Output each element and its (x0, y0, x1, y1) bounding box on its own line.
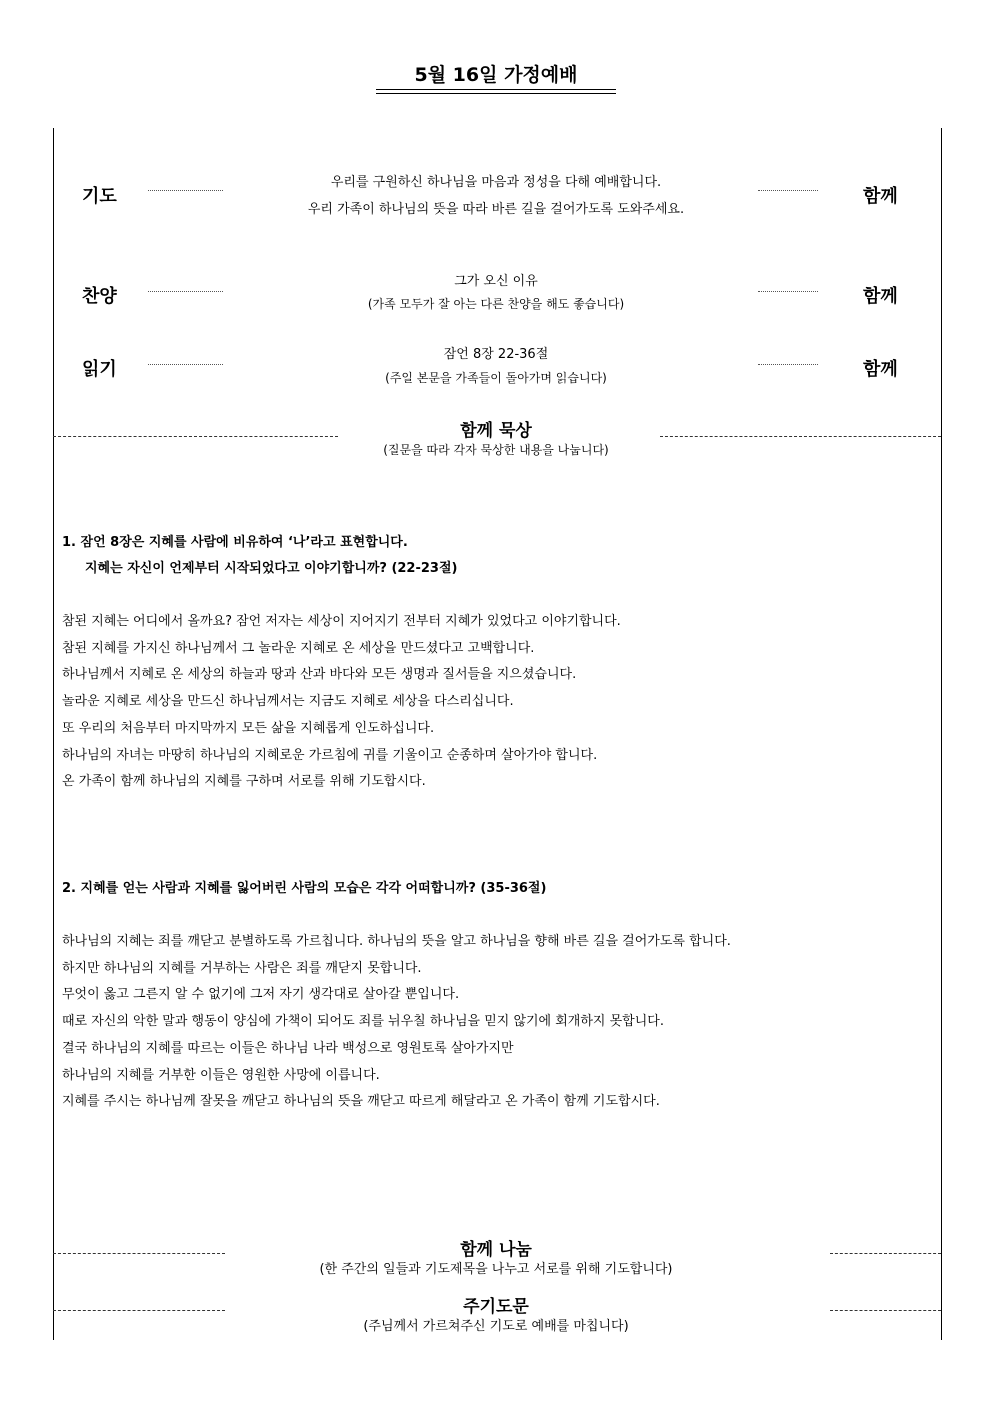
answer-1-line: 참된 지혜는 어디에서 올까요? 잠언 저자는 세상이 지어지기 전부터 지혜가 있었다고 이야기합니다. (62, 614, 621, 629)
answer-1-line: 온 가족이 함께 하나님의 지혜를 구하며 서로를 위해 기도합시다. (62, 774, 426, 790)
praise-leader-dots-right (758, 291, 818, 292)
prayer-leader-dots-left (148, 190, 223, 191)
sharing-title: 함께 나눔 (460, 1240, 532, 1260)
prayer-who: 함께 (863, 186, 898, 207)
meditation-title: 함께 묵상 (460, 421, 532, 441)
lords-prayer-divider-right (830, 1310, 941, 1311)
answer-2-line: 하지만 하나님의 지혜를 거부하는 사람은 죄를 깨닫지 못합니다. (62, 960, 422, 976)
answer-1-line: 하나님의 자녀는 마땅히 하나님의 지혜로운 가르침에 귀를 기울이고 순종하며 살아가야 합니다. (62, 747, 598, 763)
question-1-line-1: 1. 잠언 8장은 지혜를 사람에 비유하여 ‘나’라고 표현합니다. (62, 535, 408, 550)
page-title: 5월 16일 가정예배 (414, 64, 578, 86)
answer-1-line: 또 우리의 처음부터 마지막까지 모든 삶을 지혜롭게 인도하십니다. (62, 720, 435, 736)
answer-2-line: 때로 자신의 악한 말과 행동이 양심에 가책이 되어도 죄를 뉘우칠 하나님을 믿지 않기에 회개하지 못합니다. (62, 1014, 664, 1030)
reading-note: (주일 본문을 가족들이 돌아가며 읽습니다) (385, 371, 607, 385)
question-1 (62, 530, 457, 582)
answer-2-line: 지혜를 주시는 하나님께 잘못을 깨닫고 하나님의 뜻을 깨닫고 따르게 해달라고 온 가족이 함께 기도합시다. (62, 1094, 660, 1110)
answer-2 (62, 929, 731, 1116)
answer-1-line: 참된 지혜를 가지신 하나님께서 그 놀라운 지혜로 온 세상을 만드셨다고 고백합니다. (62, 640, 535, 656)
answer-2-line: 하나님의 지혜를 거부한 이들은 영원한 사망에 이릅니다. (62, 1067, 380, 1083)
prayer-label: 기도 (82, 186, 117, 207)
reading-leader-dots-right (758, 364, 818, 365)
question-1-line-2: 지혜는 자신이 언제부터 시작되었다고 이야기합니까? (22-23절) (85, 561, 458, 576)
praise-leader-dots-left (148, 291, 223, 292)
prayer-line-1: 우리를 구원하신 하나님을 마음과 정성을 다해 예배합니다. (330, 175, 662, 190)
sharing-note: (한 주간의 일들과 기도제목을 나누고 서로를 위해 기도합니다) (319, 1262, 673, 1277)
praise-label: 찬양 (82, 286, 117, 307)
reading-passage: 잠언 8장 22-36절 (443, 347, 549, 362)
lords-prayer-title: 주기도문 (463, 1297, 529, 1317)
answer-1-line: 놀라운 지혜로 세상을 만드신 하나님께서는 지금도 지혜로 세상을 다스리십니다. (62, 694, 514, 710)
praise-song: 그가 오신 이유 (454, 274, 538, 289)
reading-label: 읽기 (82, 359, 117, 380)
answer-1 (62, 609, 621, 796)
answer-1-line: 하나님께서 지혜로 온 세상의 하늘과 땅과 산과 바다와 모든 생명과 질서들을 지으셨습니다. (62, 667, 577, 683)
prayer-line-2: 우리 가족이 하나님의 뜻을 따라 바른 길을 걸어가도록 도와주세요. (307, 202, 685, 217)
answer-2-line: 하나님의 지혜는 죄를 깨닫고 분별하도록 가르칩니다. 하나님의 뜻을 알고 하나님을 향해 바른 길을 걸어가도록 합니다. (62, 934, 731, 949)
meditation-note: (질문을 따라 각자 묵상한 내용을 나눕니다) (383, 443, 609, 457)
sharing-divider-right (830, 1253, 941, 1254)
reading-leader-dots-left (148, 364, 223, 365)
question-2-line-1: 2. 지혜를 얻는 사람과 지혜를 잃어버린 사람의 모습은 각각 어떠합니까? (35-36절) (62, 881, 547, 896)
reading-who: 함께 (863, 359, 898, 380)
title-underline-top (376, 89, 616, 90)
answer-2-line: 결국 하나님의 지혜를 따르는 이들은 하나님 나라 백성으로 영원토록 살아가지만 (62, 1040, 514, 1056)
praise-note: (가족 모두가 잘 아는 다른 찬양을 해도 좋습니다) (367, 297, 625, 311)
question-2 (62, 876, 546, 902)
title-underline-bottom (376, 93, 616, 94)
prayer-leader-dots-right (758, 190, 818, 191)
praise-who: 함께 (863, 286, 898, 307)
lords-prayer-note: (주님께서 가르쳐주신 기도로 예배를 마칩니다) (363, 1319, 629, 1334)
meditation-divider-right (660, 436, 941, 437)
answer-2-line: 무엇이 옳고 그른지 알 수 없기에 그저 자기 생각대로 살아갈 뿐입니다. (62, 987, 460, 1003)
